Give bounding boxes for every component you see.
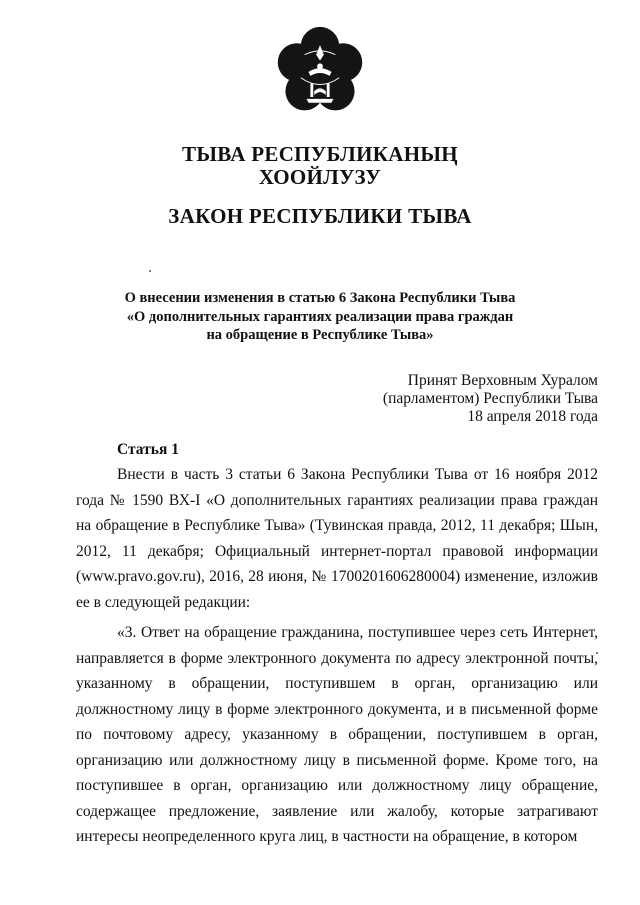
title-russian: ЗАКОН РЕСПУБЛИКИ ТЫВА	[168, 204, 472, 228]
subject-line2: «О дополнительных гарантиях реализации права граждан	[126, 308, 514, 325]
law-subject	[80, 289, 560, 345]
title-tuvan-line1: ТЫВА РЕСПУБЛИКАНЫҢ	[182, 142, 458, 166]
article-paragraph-1: Внести в часть 3 статьи 6 Закона Республики Тыва от 16 ноября 2012 года № 1590 ВХ-I «О дополнительных гарантиях реализации права граждан на обращение в Республике Тыва» (Тувинская правда, 2012, 11 декабря; Шын, 2012, 11 декабря; Официальный интернет-портал правовой информации (www.pravo.gov.ru), 2016, 28 июня, № 1700201606280004) изменение, изложив ее в следующей редакции:	[76, 466, 598, 611]
adopted-line1: Принят Верховным Хуралом	[407, 372, 598, 389]
title-tuvan-line2: ХООЙЛУЗУ	[258, 165, 382, 189]
tuva-republic-emblem-icon	[272, 24, 368, 120]
subject-line3: на обращение в Республике Тыва»	[206, 327, 434, 343]
adopted-line2: (парламентом) Республики Тыва	[382, 390, 598, 407]
scan-speck	[149, 270, 151, 272]
subject-line1: О внесении изменения в статью 6 Закона Республики Тыва	[124, 290, 516, 306]
article-paragraph-2: «3. Ответ на обращение гражданина, поступившее через сеть Интернет, направляется в форме электронного документа по адресу электронной почты, указанному в обращении, поступившем в орган, организацию или должностному лицу в форме электронного документа, и в письменной форме по почтовому адресу, указанному в обращении, поступившем в орган, организацию или должностному лицу в письменной форме. Кроме того, на поступившее в орган, организацию или должностному лицу обращение, содержащее предложение, заявление или жалобу, которые затрагивают интересы неопределенного круга лиц, в частности на обращение, в котором	[76, 624, 598, 845]
adoption-block	[383, 372, 598, 426]
adopted-date: 18 апреля 2018 года	[467, 408, 598, 425]
article-heading: Статья 1	[117, 441, 179, 458]
